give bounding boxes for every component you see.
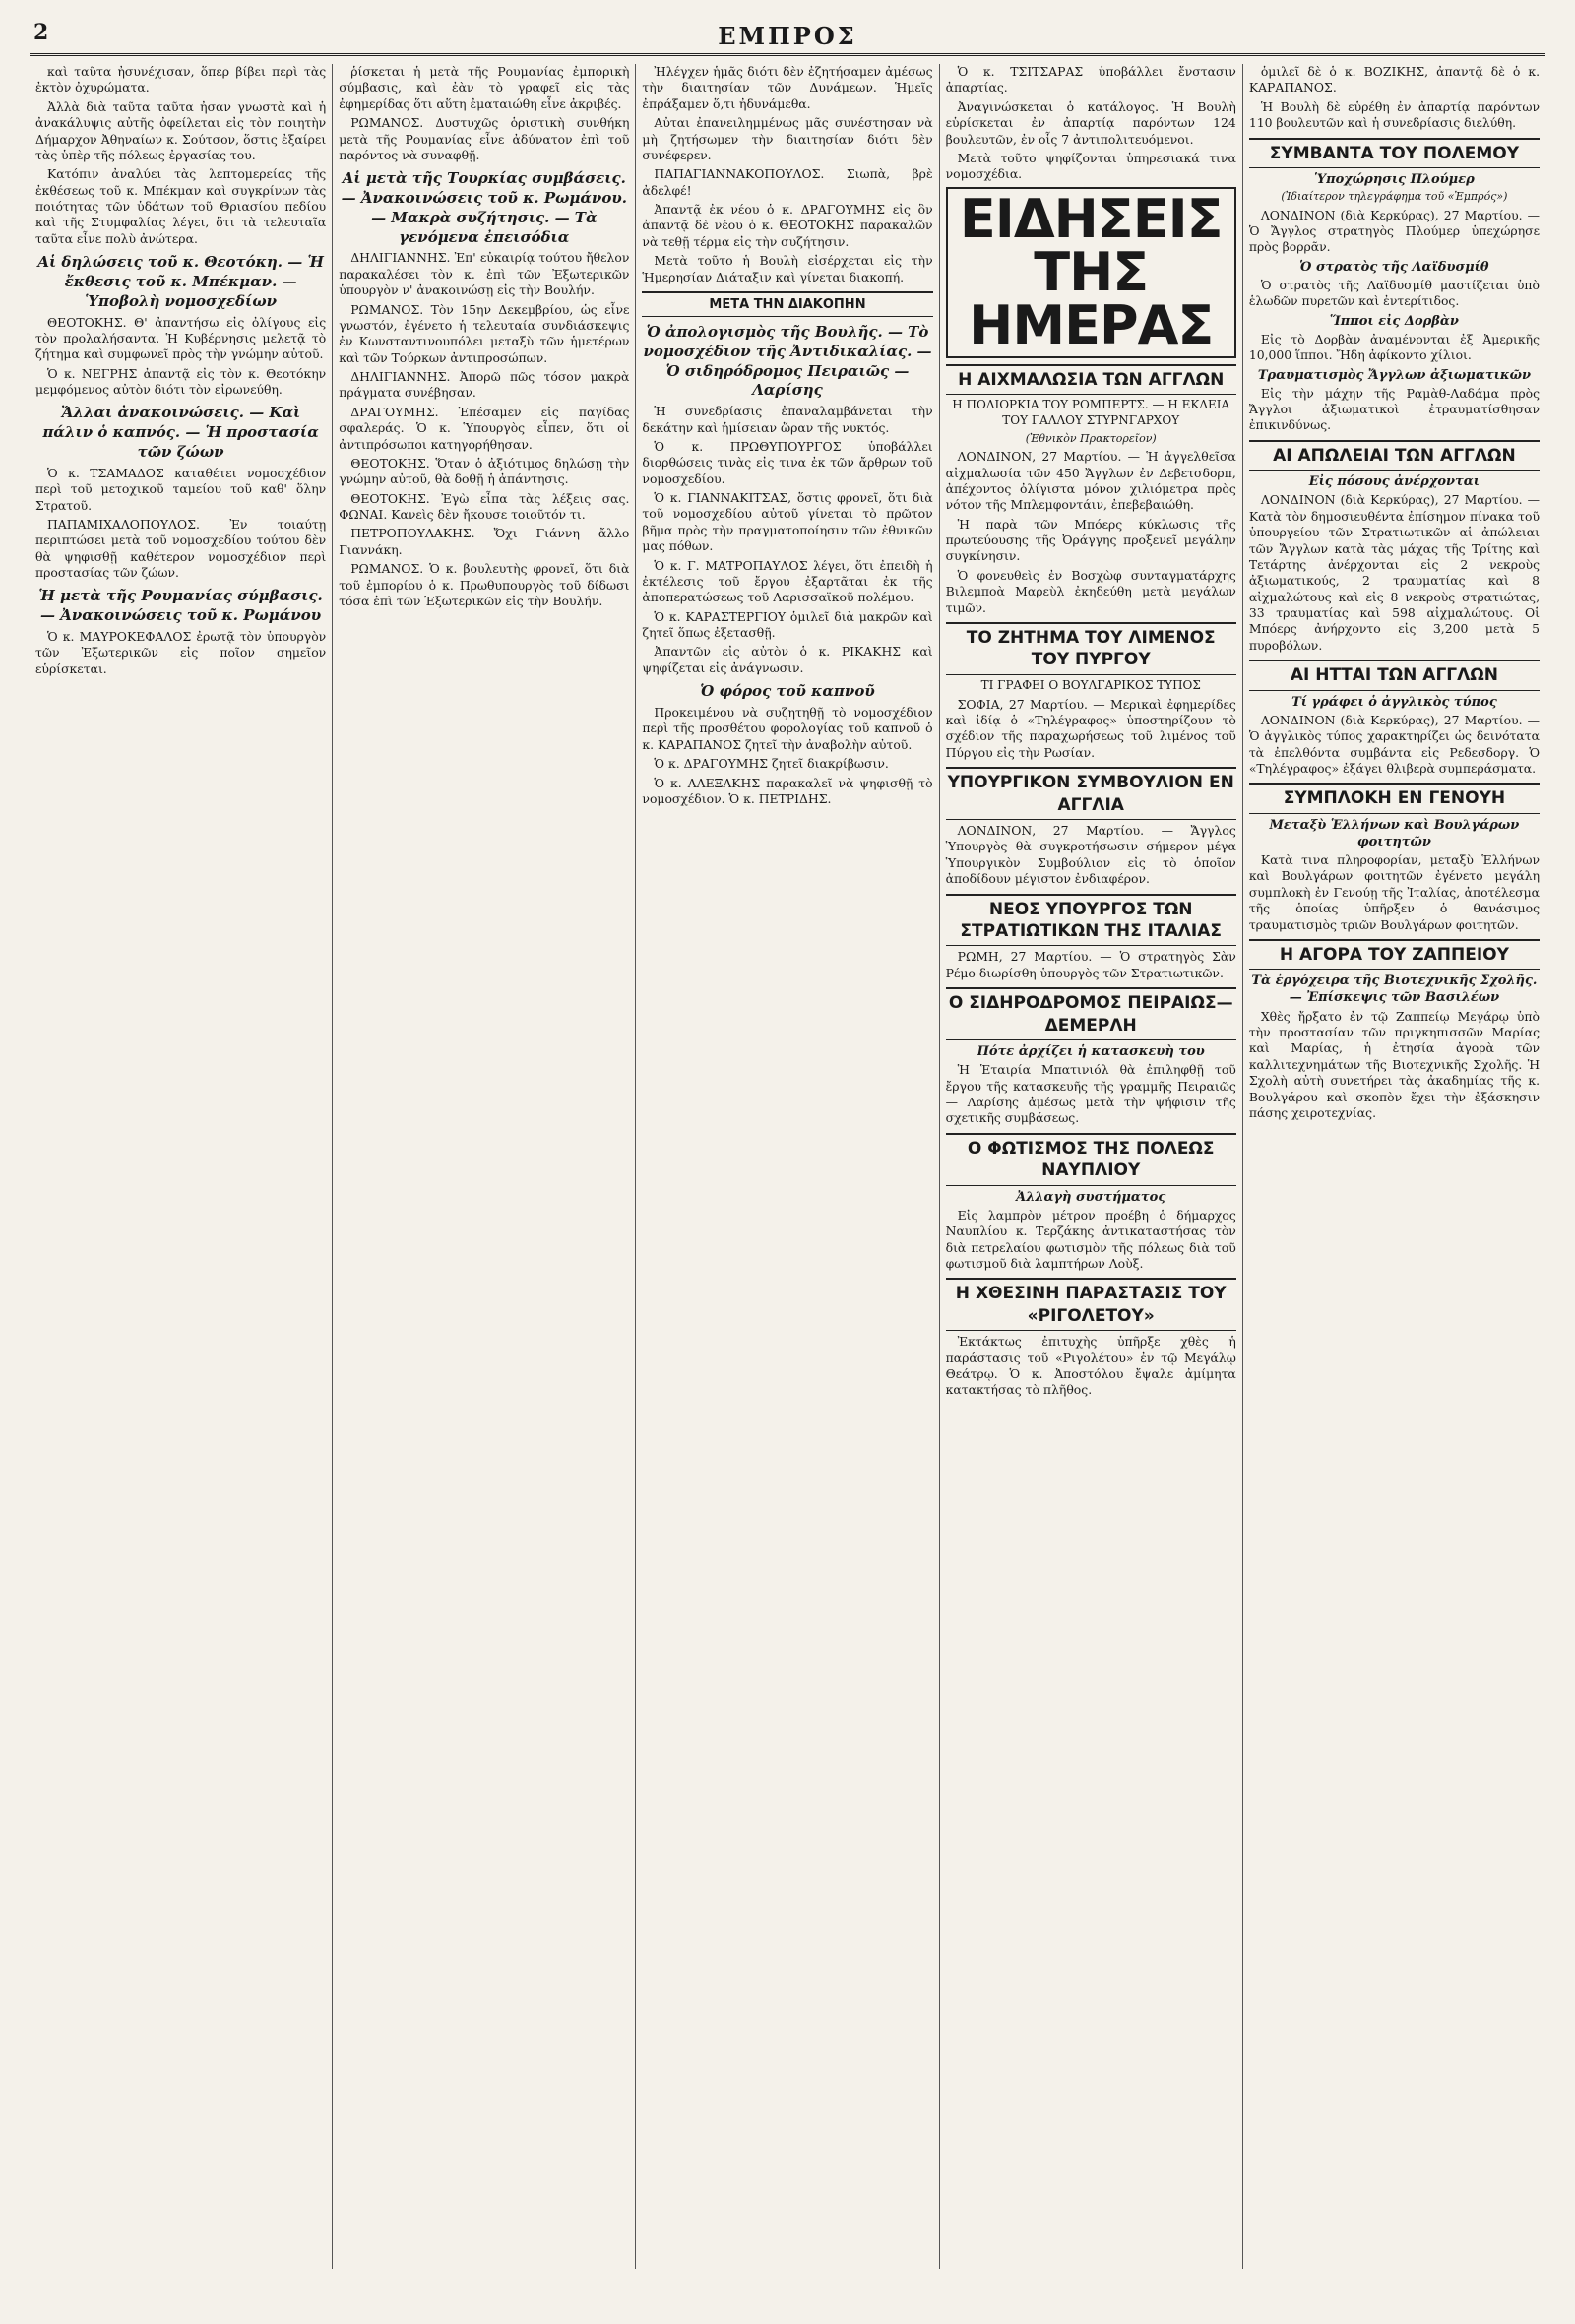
newspaper-page [30, 18, 1545, 2282]
column-5 [1243, 64, 1545, 2269]
section-subheading: Εἰς πόσους ἀνέρχονται [1308, 474, 1480, 490]
article-paragraph: ΛΟΝΔΙΝΟΝ (διὰ Κερκύρας), 27 Μαρτίου. — Ὁ ἀγγλικὸς τύπος χαρακτηρίζει ὡς δεινότατα τὰ ἐπελθόντα συμβάντα εἰς Ρεδεσδοργ. Ὁ «Τηλέγραφος» ἐξάγει θλιβερὰ συμπεράσματα. [1248, 712, 1541, 776]
column-2 [333, 64, 636, 2269]
news-source: (Ἰδιαίτερον τηλεγράφημα τοῦ «Ἐμπρός») [1281, 190, 1508, 204]
news-source: (Ἐθνικὸν Πρακτορεῖον) [1025, 431, 1157, 445]
section-heading: Η ΑΙΧΜΑΛΩΣΙΑ ΤΩΝ ΑΓΓΛΩΝ [946, 364, 1236, 395]
column-3 [636, 64, 939, 2269]
section-subheading: Ἵπποι εἰς Δορβὰν [1329, 313, 1459, 329]
page-number: 2 [33, 20, 49, 45]
section-subheading: Τραυματισμὸς Ἄγγλων ἀξιωματικῶν [1257, 367, 1532, 383]
article-paragraph: Προκειμένου νὰ συζητηθῇ τὸ νομοσχέδιον περὶ τῆς προσθέτου φορολογίας τοῦ καπνοῦ ὁ κ. ΚΑΡΑΠΑΝΟΣ ζητεῖ τὴν ἀναβολὴν αὐτοῦ. [642, 705, 933, 752]
section-heading: ΑΙ ΑΠΩΛΕΙΑΙ ΤΩΝ ΑΓΓΛΩΝ [1249, 440, 1540, 471]
column-1 [30, 64, 333, 2269]
article-paragraph: ΠΑΠΑΓΙΑΝΝΑΚΟΠΟΥΛΟΣ. Σιωπὰ, βρὲ ἀδελφέ! [642, 166, 933, 198]
article-paragraph: Ὁ κ. ΝΕΓΡΗΣ ἀπαντᾷ εἰς τὸν κ. Θεοτόκην μεμφόμενος αὐτὸν διότι τὸν εἰρωνεύθη. [35, 365, 327, 398]
columns [30, 64, 1545, 2269]
section-heading: Η ΑΓΟΡΑ ΤΟΥ ΖΑΠΠΕΙΟΥ [1249, 939, 1540, 970]
section-subheading: Η ΠΟΛΙΟΡΚΙΑ ΤΟΥ ΡΟΜΠΕΡΤΣ. — Η ΕΚΔΕΙΑ ΤΟΥ ΓΑΛΛΟΥ ΣΤΥΡΝΓΑΡΧΟΥ [952, 398, 1230, 427]
article-paragraph: Ἡ Βουλὴ δὲ εὑρέθη ἐν ἀπαρτίᾳ παρόντων 110 βουλευτῶν καὶ ἡ συνεδρίασις διελύθη. [1248, 98, 1541, 131]
article-paragraph: ΠΕΤΡΟΠΟΥΛΑΚΗΣ. Ὄχι Γιάννη ἄλλο Γιαννάκη. [339, 526, 630, 557]
article-paragraph: Ὁ κ. ΑΛΕΞΑΚΗΣ παρακαλεῖ νὰ ψηφισθῇ τὸ νομοσχέδιον. Ὁ κ. ΠΕΤΡΙΔΗΣ. [642, 775, 933, 806]
article-paragraph: ΛΟΝΔΙΝΟΝ (διὰ Κερκύρας), 27 Μαρτίου. — Κατὰ τὸν δημοσιευθέντα ἐπίσημον πίνακα τοῦ ὑπουργείου τῶν Στρατιωτικῶν αἱ ἀπώλειαι τῶν Ἄγγλων κατὰ τὰς μάχας τῆς Τρίτης καὶ Τετάρτης ἀνέρχονται εἰς 2 νεκροὺς ἀξιωματικούς, 2 τραυματίας καὶ 8 αἰχμαλώτους καὶ εἰς 8 νεκροὺς στρατιώτας, 33 τραυματίας καὶ 598 αἰχμαλώτους. Οἱ Μπόερς ἀνήρχοντο εἰς 3,200 μετὰ 5 πυροβόλων. [1248, 492, 1541, 653]
article-paragraph: ΡΩΜΑΝΟΣ. Τὸν 15ην Δεκεμβρίου, ὡς εἶνε γνωστόν, ἐγένετο ἡ τελευταία συνδιάσκεψις ἐν Κωνσταντινουπόλει μεταξὺ τῶν ἡμετέρων καὶ τῶν Τούρκων ἀντιπροσώπων. [339, 301, 630, 365]
section-subheading: Πότε ἀρχίζει ἡ κατασκευὴ του [976, 1044, 1205, 1060]
article-paragraph: ΘΕΟΤΟΚΗΣ. Θ' ἀπαντήσω εἰς ὀλίγους εἰς τὸν προλαλήσαντα. Ἡ Κυβέρνησις μελετᾷ τὸ ζήτημα καὶ συμφωνεῖ πρὸς τὴν γνώμην αὐτοῦ. [35, 314, 327, 362]
article-paragraph: ΛΟΝΔΙΝΟΝ, 27 Μαρτίου. — Ἄγγλος Ὑπουργὸς θὰ συγκροτήσωσιν σήμερον μέγα Ὑπουργικὸν Συμβούλιον εἰς τὸ ὁποῖον ἀποδίδουν μέγιστον ἐνδιαφέρον. [945, 823, 1236, 887]
section-subheading: Μεταξὺ Ἑλλήνων καὶ Βουλγάρων φοιτητῶν [1269, 817, 1520, 849]
article-paragraph: Ἡ παρὰ τῶν Μπόερς κύκλωσις τῆς πρωτεύουσης τῆς Ὀράγγης προξενεῖ μεγάλην συγκίνησιν. [945, 516, 1236, 564]
article-paragraph: Εἰς λαμπρὸν μέτρον προέβη ὁ δήμαρχος Ναυπλίου κ. Τερζάκης ἀντικαταστήσας τὸν διὰ πετρελαίου φωτισμὸν τῆς πόλεως διὰ τοῦ φωτισμοῦ διὰ λαμπτήρων Λοὺξ. [945, 1207, 1236, 1271]
article-paragraph: Μετὰ τοῦτο ἡ Βουλὴ εἰσέρχεται εἰς τὴν Ἡμερησίαν Διάταξιν καὶ γίνεται διακοπή. [642, 253, 933, 284]
article-paragraph: Ἀπαντᾷ ἐκ νέου ὁ κ. ΔΡΑΓΟΥΜΗΣ εἰς ὃν ἀπαντᾷ δὲ νέου ὁ κ. ΘΕΟΤΟΚΗΣ παρακαλῶν νὰ τεθῇ τέρμα εἰς τὴν συζήτησιν. [642, 202, 933, 249]
section-heading: ΤΟ ΖΗΤΗΜΑ ΤΟΥ ΛΙΜΕΝΟΣ ΤΟΥ ΠΥΡΓΟΥ [946, 622, 1236, 675]
column-4 [940, 64, 1243, 2269]
article-paragraph: Ὁ κ. ΠΡΩΘΥΠΟΥΡΓΟΣ ὑποβάλλει διορθώσεις τινὰς εἰς τινα ἐκ τῶν ἄρθρων τοῦ νομοσχεδίου. [642, 438, 933, 486]
article-paragraph: Ἀπαντῶν εἰς αὐτὸν ὁ κ. ΡΙΚΑΚΗΣ καὶ ψηφίζεται εἰς ἀνάγνωσιν. [642, 644, 933, 675]
news-of-the-day-banner [946, 187, 1236, 358]
section-heading: ΝΕΟΣ ΥΠΟΥΡΓΟΣ ΤΩΝ ΣΤΡΑΤΙΩΤΙΚΩΝ ΤΗΣ ΙΤΑΛΙΑΣ [946, 894, 1236, 947]
article-paragraph: Ὁ κ. Γ. ΜΑΤΡΟΠΑΥΛΟΣ λέγει, ὅτι ἐπειδὴ ἡ ἐκτέλεσις τοῦ ἔργου ἐξαρτᾶται ἐκ τῆς ἀποπερατώσεως τοῦ Λαρισσαϊκοῦ πολέμου. [642, 557, 933, 605]
section-subheading: Ὁ στρατὸς τῆς Λαϊδυσμίθ [1299, 259, 1489, 275]
article-paragraph: Ἡ Ἑταιρία Μπατινιόλ θὰ ἐπιληφθῇ τοῦ ἔργου τῆς κατασκευῆς τῆς γραμμῆς Πειραιῶς — Λαρίσης ἀμέσως μετὰ τὴν ψήφισιν τῆς σχετικῆς συμβάσεως. [945, 1062, 1236, 1126]
article-paragraph: ΠΑΠΑΜΙΧΑΛΟΠΟΥΛΟΣ. Ἐν τοιαύτῃ περιπτώσει μετὰ τοῦ νομοσχεδίου τούτου δὲν θὰ ψηφισθῇ καθέτερον νομοσχέδιον περὶ προστασίας τῶν ζώων. [35, 516, 327, 581]
article-paragraph: Κατόπιν ἀναλύει τὰς λεπτομερείας τῆς ἐκθέσεως τοῦ κ. Μπέκμαν καὶ συγκρίνων τὰς ποιότητας τῶν ὑδάτων τοῦ Θριασίου πεδίου καὶ τῆς Στυμφαλίας λέγει, ὅτι τὰ τελευταῖα ταῦτα εἶνε πολὺ ἀνώτερα. [35, 166, 327, 246]
masthead [30, 18, 1545, 56]
article-paragraph: Ἀναγινώσκεται ὁ κατάλογος. Ἡ Βουλὴ εὑρίσκεται ἐν ἀπαρτίᾳ παρόντων 124 βουλευτῶν, ἐν οἷς 7 ἀντιπολιτευόμενοι. [945, 98, 1236, 147]
article-paragraph: ΡΩΜΑΝΟΣ. Ὁ κ. βουλευτὴς φρονεῖ, ὅτι διὰ τοῦ ἐμπορίου ὁ κ. Πρωθυπουργὸς τοῦ δίδωσι τόσα ἐπὶ τῶν Ἐξωτερικῶν εἰς τὴν Βουλήν. [339, 561, 630, 608]
article-paragraph: Ὁ κ. ΜΑΥΡΟΚΕΦΑΛΟΣ ἐρωτᾷ τὸν ὑπουργὸν τῶν Ἐξωτερικῶν εἰς ποῖον σημεῖον εὑρίσκεται. [35, 629, 327, 676]
article-paragraph: Ὁ κ. ΓΙΑΝΝΑΚΙΤΣΑΣ, ὅστις φρονεῖ, ὅτι διὰ τοῦ νομοσχεδίου αὐτοῦ γίνεται τὸ πρῶτον βῆμα πρὸς τὴν πραγματοποίησιν τῶν ἐθνικῶν μας πόθων. [642, 490, 933, 554]
article-paragraph: ΛΟΝΔΙΝΟΝ (διὰ Κερκύρας), 27 Μαρτίου. — Ὁ Ἄγγλος στρατηγὸς Πλούμερ ὑπεχώρησε πρὸς βορρᾶν. [1248, 207, 1541, 255]
section-heading: Ο ΣΙΔΗΡΟΔΡΟΜΟΣ ΠΕΙΡΑΙΩΣ—ΔΕΜΕΡΛΗ [946, 987, 1236, 1040]
article-paragraph: ΣΟΦΙΑ, 27 Μαρτίου. — Μερικαὶ ἐφημερίδες καὶ ἰδίᾳ ὁ «Τηλέγραφος» ὑποστηρίζουν τὸ σχέδιον τῆς παραχωρήσεως τοῦ λιμένος τοῦ Πύργου εἰς τὴν Ρωσίαν. [945, 696, 1236, 760]
article-paragraph: ΔΗΛΙΓΙΑΝΝΗΣ. Ἐπ' εὐκαιρίᾳ τούτου ἤθελον παρακαλέσει τὸν κ. ἐπὶ τῶν Ἐξωτερικῶν ὑπουργὸν ν' ἀνακοινώσῃ εἰς τὴν Βουλήν. [339, 250, 630, 298]
section-heading: Αἱ μετὰ τῆς Τουρκίας συμβάσεις. — Ἀνακοινώσεις τοῦ κ. Ρωμάνου. — Μακρὰ συζήτησις. — Τὰ γενόμενα ἐπεισόδια [341, 169, 627, 246]
section-heading: Η ΧΘΕΣΙΝΗ ΠΑΡΑΣΤΑΣΙΣ ΤΟΥ «ΡΙΓΟΛΕΤΟΥ» [946, 1278, 1236, 1331]
article-paragraph: Ὁ φονευθεὶς ἐν Βοσχὼφ συνταγματάρχης Βιλεμποὰ Μαρεὺλ ἐκηδεύθη μετὰ μεγάλων τιμῶν. [945, 567, 1236, 615]
article-paragraph: ὁμιλεῖ δὲ ὁ κ. ΒΟΖΙΚΗΣ, ἀπαντᾷ δὲ ὁ κ. ΚΑΡΑΠΑΝΟΣ. [1248, 64, 1541, 95]
section-heading: ΑΙ ΗΤΤΑΙ ΤΩΝ ΑΓΓΛΩΝ [1249, 660, 1540, 690]
section-heading: ΣΥΜΠΛΟΚΗ ΕΝ ΓΕΝΟΥΗ [1249, 783, 1540, 813]
section-heading: ΜΕΤΑ ΤΗΝ ΔΙΑΚΟΠΗΝ [642, 291, 932, 317]
section-heading: ΣΥΜΒΑΝΤΑ ΤΟΥ ΠΟΛΕΜΟΥ [1249, 138, 1540, 168]
section-heading: Ἄλλαι ἀνακοινώσεις. — Καὶ πάλιν ὁ καπνός. — Ἡ προστασία τῶν ζώων [42, 404, 319, 461]
section-subheading: Τὰ ἐργόχειρα τῆς Βιοτεχνικῆς Σχολῆς. — Ἐπίσκεψις τῶν Βασιλέων [1251, 974, 1538, 1006]
article-paragraph: Ἀλλὰ διὰ ταῦτα ταῦτα ἠσαν γνωστὰ καὶ ἡ ἀνακάλυψις αὐτῆς ὀφείλεται εἰς τὸν ποιητὴν Δήμαρχον Ἀθηναίων κ. Σούτσον, ὅστις ἐξαίρει τὰς ὑπὲρ τῆς πόλεως ἐργασίας του. [35, 98, 327, 162]
section-subheading: Ὑποχώρησις Πλούμερ [1314, 171, 1475, 187]
section-heading: Ο ΦΩΤΙΣΜΟΣ ΤΗΣ ΠΟΛΕΩΣ ΝΑΥΠΛΙΟΥ [946, 1133, 1236, 1186]
article-paragraph: καὶ ταῦτα ἠσυνέχισαν, ὅπερ βίβει περὶ τὰς ἐκτὸν ὀχυρώματα. [35, 64, 327, 95]
article-paragraph: ΘΕΟΤΟΚΗΣ. Ὅταν ὁ ἀξιότιμος δηλώσῃ τὴν γνώμην αὐτοῦ, θὰ δοθῇ ἡ ἀπάντησις. [339, 455, 630, 487]
article-paragraph: ΔΡΑΓΟΥΜΗΣ. Ἐπέσαμεν εἰς παγίδας σφαλεράς. Ὁ κ. Ὑπουργὸς εἶπεν, ὅτι οἱ ἀντιπρόσωποι κατηγορήθησαν. [339, 404, 630, 452]
article-paragraph: Αὐται ἐπανειλημμένως μᾶς συνέστησαν νὰ μὴ ζητήσωμεν τὴν διαιτησίαν διότι δὲν συνέφερεν. [642, 115, 933, 162]
article-paragraph: Ὁ κ. ΤΣΑΜΑΔΟΣ καταθέτει νομοσχέδιον περὶ τοῦ μετοχικοῦ ταμείου τοῦ καθ' ὅλην Στρατοῦ. [35, 465, 327, 513]
article-paragraph: Ἠλέγχεν ἡμᾶς διότι δὲν ἐζητήσαμεν ἀμέσως τὴν διαιτησίαν τῶν Δυνάμεων. Ἡμεῖς ἐπράξαμεν ὅ,τι ἠδυνάμεθα. [642, 64, 933, 111]
article-paragraph: Ὁ κ. ΚΑΡΑΣΤΕΡΓΙΟΥ ὁμιλεῖ διὰ μακρῶν καὶ ζητεῖ ὅπως ἐξετασθῇ. [642, 608, 933, 641]
banner-title: ΕΙΔΗΣΕΙΣ ΤΗΣ ΗΜΕΡΑΣ [959, 187, 1223, 356]
article-paragraph: Χθὲς ἤρξατο ἐν τῷ Ζαππείῳ Μεγάρῳ ὑπὸ τὴν προστασίαν τῶν πριγκηπισσῶν Μαρίας καὶ Μαρίας, ἡ ἐτησία ἀγορὰ τῶν καλλιτεχνημάτων τῆς Βιοτεχνικῆς Σχολῆς. Ἡ Σχολὴ αὐτὴ συνετήρει τὰς ἀκαδημίας τῆς κ. Βουλγάρου καὶ σκοπὸν ἔχει τὴν ἐξάσκησιν πάσης χειροτεχνίας. [1248, 1008, 1541, 1120]
article-paragraph: ΛΟΝΔΙΝΟΝ, 27 Μαρτίου. — Ἡ ἀγγελθεῖσα αἰχμαλωσία τῶν 450 Ἄγγλων ἐν Δεβετσδορπ, ἀπέχοντος ὀλίγιστα μόνον χιλιόμετρα πρὸς νότον τῆς Μπλεμφοντάιν, ἐπεβεβαιώθη. [945, 449, 1236, 513]
article-paragraph: ΡΩΜΗ, 27 Μαρτίου. — Ὁ στρατηγὸς Σὰν Ρέμο διωρίσθη ὑπουργὸς τῶν Στρατιωτικῶν. [945, 949, 1236, 980]
article-paragraph: Μετὰ τοῦτο ψηφίζονται ὑπηρεσιακά τινα νομοσχέδια. [945, 150, 1236, 182]
section-heading: Ἡ μετὰ τῆς Ρουμανίας σύμβασις. — Ἀνακοινώσεις τοῦ κ. Ρωμάνου [38, 587, 323, 625]
section-heading: Αἱ δηλώσεις τοῦ κ. Θεοτόκη. — Ἡ ἔκθεσις τοῦ κ. Μπέκμαν. — Ὑποβολὴ νομοσχεδίων [37, 253, 324, 310]
section-heading: ΥΠΟΥΡΓΙΚΟΝ ΣΥΜΒΟΥΛΙΟΝ ΕΝ ΑΓΓΛΙΑ [946, 767, 1236, 820]
article-paragraph: Ἐκτάκτως ἐπιτυχὴς ὑπῆρξε χθὲς ἡ παράστασις τοῦ «Ριγολέτου» ἐν τῷ Μεγάλῳ Θεάτρῳ. Ὁ κ. Ἀποστόλου ἔψαλε ἀμίμητα κατακτήσας τὸ πλῆθος. [945, 1334, 1236, 1398]
article-paragraph: Ὁ στρατὸς τῆς Λαϊδυσμίθ μαστίζεται ὑπὸ ἑλωδῶν πυρετῶν καὶ ἐντερίτιδος. [1248, 277, 1541, 309]
newspaper-title: ΕΜΠΡΟΣ [718, 21, 857, 50]
section-subheading: Τί γράφει ὁ ἀγγλικὸς τύπος [1292, 694, 1497, 710]
section-subheading: ΤΙ ΓΡΑΦΕΙ Ο ΒΟΥΛΓΑΡΙΚΟΣ ΤΥΠΟΣ [980, 677, 1201, 692]
article-paragraph: Ἡ συνεδρίασις ἐπαναλαμβάνεται τὴν δεκάτην καὶ ἡμίσειαν ὥραν τῆς νυκτός. [642, 404, 933, 435]
article-paragraph: Ὁ κ. ΤΣΙΤΣΑΡΑΣ ὑποβάλλει ἔνστασιν ἀπαρτίας. [945, 64, 1236, 95]
section-heading: Ὁ φόρος τοῦ καπνοῦ [700, 682, 875, 701]
article-paragraph: ΔΗΛΙΓΙΑΝΝΗΣ. Ἀπορῶ πῶς τόσον μακρὰ πράγματα συνέβησαν. [339, 369, 630, 401]
section-subheading: Ὁ ἀπολογισμὸς τῆς Βουλῆς. — Τὸ νομοσχέδιον τῆς Ἀντιδικαλίας. — Ὁ σιδηρόδρομος Πειραιῶς — Λαρίσης [643, 323, 932, 400]
article-paragraph: Ὁ κ. ΔΡΑΓΟΥΜΗΣ ζητεῖ διακρίβωσιν. [654, 756, 889, 772]
article-paragraph: Εἰς τὸ Δορβὰν ἀναμένονται ἐξ Ἀμερικῆς 10,000 ἵπποι. Ἤδη ἀφίκοντο χίλιοι. [1248, 331, 1541, 363]
article-paragraph: Εἰς τὴν μάχην τῆς Ραμὰθ-Λαδάμα πρὸς Ἄγγλοι ἀξιωματικοὶ ἐτραυματίσθησαν ἐπικινδύνως. [1248, 385, 1541, 433]
article-paragraph: ῥίσκεται ἡ μετὰ τῆς Ρουμανίας ἐμπορικὴ σύμβασις, καὶ ἐὰν τὸ γραφεῖ εἰς τὰς ἐφημερίδας ὅτι αὕτη ἐματαιώθη εἶνε ἀκριβές. [339, 64, 630, 111]
section-subheading: Ἀλλαγὴ συστήματος [1016, 1189, 1166, 1205]
article-paragraph: ΡΩΜΑΝΟΣ. Δυστυχῶς ὁριστικὴ συνθήκη μετὰ τῆς Ρουμανίας εἶνε ἀδύνατον ἐπὶ τοῦ παρόντος νὰ συναφθῇ. [339, 115, 630, 162]
article-paragraph: Κατὰ τινα πληροφορίαν, μεταξὺ Ἑλλήνων καὶ Βουλγάρων φοιτητῶν ἐγένετο μεγάλη συμπλοκὴ ἐν Γενούῃ τῆς Ἰταλίας, ἀποτέλεσμα τῆς ὁποίας ὑπῆρξεν ὁ θανάσιμος τραυματισμὸς τριῶν Βουλγάρων φοιτητῶν. [1248, 852, 1541, 932]
article-paragraph: ΘΕΟΤΟΚΗΣ. Ἐγὼ εἶπα τὰς λέξεις σας. ΦΩΝΑΙ. Κανεὶς δὲν ἤκουσε τοιοῦτόν τι. [339, 490, 630, 523]
